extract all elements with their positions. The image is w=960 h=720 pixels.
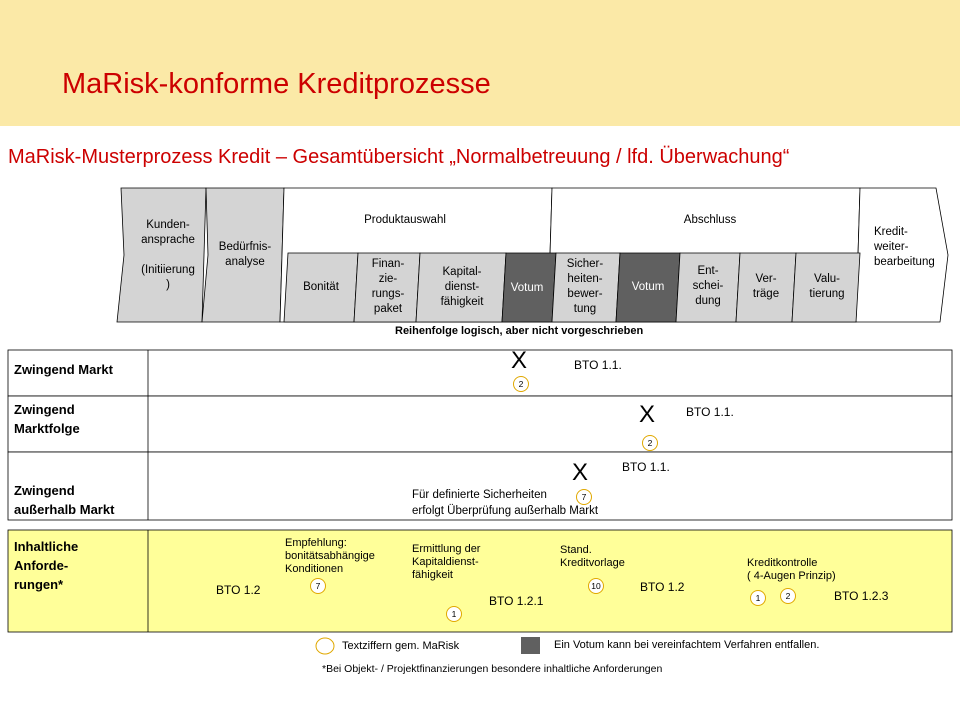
step-label-votum-1: Votum (510, 282, 544, 294)
footnote: *Bei Objekt- / Projektfinanzierungen besondere inhaltliche Anforderungen (322, 663, 663, 675)
mark-marktfolge: X (639, 401, 656, 428)
label-kunden: Kunden- ansprache (Initiierung ) (141, 219, 195, 291)
step-label-valutierung: Valu- tierung (809, 273, 845, 300)
num-marktfolge: 2 (642, 435, 658, 451)
bto-123: BTO 1.2.3 (834, 589, 889, 603)
label-bedarf: Bedürfnis- analyse (218, 241, 272, 268)
legend-votum-text: Ein Votum kann bei vereinfachtem Verfahren entfallen. (554, 639, 820, 651)
bto-121: BTO 1.2.1 (489, 594, 544, 608)
num-markt: 2 (513, 376, 529, 392)
mark-markt: X (511, 347, 528, 374)
stand-text: Stand. Kreditvorlage (560, 544, 625, 569)
kreditkontrolle-text: Kreditkontrolle ( 4-Augen Prinzip) (747, 557, 836, 582)
num-kk-1: 1 (750, 590, 766, 606)
page-title: MaRisk-konforme Kreditprozesse (62, 68, 491, 100)
num-ausserhalb: 7 (576, 489, 592, 505)
row-markt-box (8, 347, 952, 396)
legend-circle (316, 638, 334, 654)
step-label-kapitaldienst: Kapital- dienst- fähigkeit (440, 266, 484, 308)
row-inhalt-label: Inhaltliche Anforde- rungen* (14, 539, 79, 592)
page-subtitle: MaRisk-Musterprozess Kredit – Gesamtübersicht „Normalbetreuung / lfd. Überwachung“ (8, 146, 790, 168)
row-marktfolge-box (8, 396, 952, 452)
bto-marktfolge: BTO 1.1. (686, 405, 734, 419)
bto-markt: BTO 1.1. (574, 358, 622, 372)
step-label-votum-2: Votum (631, 281, 665, 293)
empfehlung-text: Empfehlung: bonitätsabhängige Konditionen (285, 537, 375, 575)
row-marktfolge-label: Zwingend Marktfolge (14, 402, 80, 436)
step-label-entscheidung: Ent- schei- dung (692, 265, 724, 307)
label-produktauswahl: Produktauswahl (364, 214, 446, 226)
step-label-finanzierung: Finan- zie- rungs- paket (371, 258, 405, 315)
legend-votum-box (521, 637, 540, 654)
row-markt-label: Zwingend Markt (14, 362, 113, 377)
order-note: Reihenfolge logisch, aber nicht vorgeschrieben (395, 325, 644, 337)
mark-ausserhalb: X (572, 459, 589, 486)
bto-inhalt-2: BTO 1.2 (640, 580, 685, 594)
bto-ausserhalb: BTO 1.1. (622, 460, 670, 474)
num-empfehlung: 7 (310, 578, 326, 594)
step-label-vertraege: Ver- träge (752, 273, 780, 300)
legend-circle-text: Textziffern gem. MaRisk (342, 640, 460, 652)
bto-inhalt-1: BTO 1.2 (216, 583, 261, 597)
num-ermittlung: 1 (446, 606, 462, 622)
step-label-sicherheiten: Sicher- heiten- bewer- tung (566, 258, 604, 315)
ermittlung-text: Ermittlung der Kapitaldienst- fähigkeit (412, 543, 481, 581)
ausserhalb-text-2: erfolgt Überprüfung außerhalb Markt (412, 505, 599, 517)
row-ausserhalb-label: Zwingend außerhalb Markt (14, 483, 115, 517)
num-stand: 10 (588, 578, 604, 594)
ausserhalb-text-1: Für definierte Sicherheiten (412, 489, 547, 501)
step-label-bonitaet: Bonität (303, 281, 339, 293)
label-kredit: Kredit- weiter- bearbeitung (874, 226, 935, 268)
label-abschluss: Abschluss (683, 214, 737, 226)
num-kk-2: 2 (780, 588, 796, 604)
